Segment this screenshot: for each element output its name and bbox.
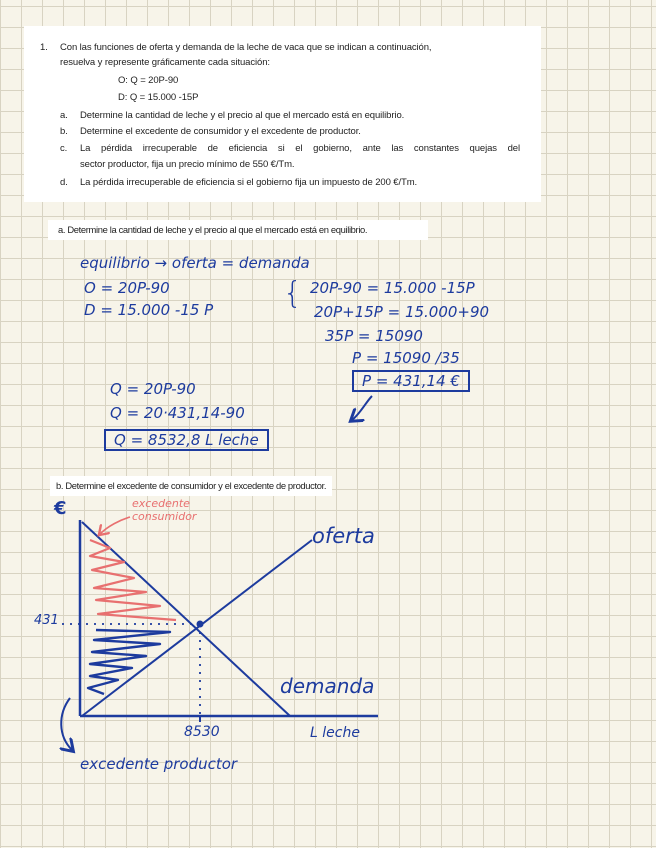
problem-number: 1. <box>40 42 48 53</box>
item-text-continued: sector productor, fija un precio mínimo de 550 €/Tm. <box>80 159 295 170</box>
hw-step-4: P = 15090 /35 <box>352 349 460 367</box>
graph-quantity-tick: 8530 <box>184 724 220 740</box>
item-text: Determine el excedente de consumidor y el excedente de productor. <box>80 126 361 137</box>
section-a-caption: a. Determine la cantidad de leche y el precio al que el mercado está en equilibrio. <box>58 224 368 235</box>
hw-arrow-price-to-quantity <box>352 396 372 420</box>
hw-step-3: 35P = 15090 <box>325 327 423 345</box>
item-text: Determine la cantidad de leche y el precio al que el mercado está en equilibrio. <box>80 110 405 121</box>
graph-consumer-surplus-label-1: excedente <box>132 497 190 510</box>
graph-x-axis-label: L leche <box>310 725 360 741</box>
hw-step-2: 20P+15P = 15.000+90 <box>314 303 490 321</box>
graph-producer-surplus-label: excedente productor <box>80 755 238 773</box>
hw-q-substitution: Q = 20·431,14-90 <box>110 404 245 422</box>
graph-equilibrium-point <box>197 621 204 628</box>
graph-price-tick: 431 <box>34 613 59 628</box>
item-text: La pérdida irrecuperable de eficiencia si el gobierno, ante las constantes quejas del <box>80 143 520 154</box>
graph-supply-label: oferta <box>312 524 375 548</box>
graph-supply-curve <box>82 540 312 716</box>
graph-demand-curve <box>82 522 290 716</box>
item-letter: d. <box>60 177 68 188</box>
item-text: La pérdida irrecuperable de eficiencia si el gobierno fija un impuesto de 200 €/Tm. <box>80 177 418 188</box>
consumer-surplus-arrow <box>100 517 130 534</box>
hw-offer-eq: O = 20P-90 <box>84 279 170 297</box>
item-letter: a. <box>60 110 68 121</box>
hw-step-1: 20P-90 = 15.000 -15P <box>310 279 475 297</box>
demand-equation: D: Q = 15.000 -15P <box>118 92 199 103</box>
hw-q-formula: Q = 20P-90 <box>110 380 196 398</box>
graph-consumer-surplus-scribble <box>90 540 176 620</box>
offer-equation: O: Q = 20P-90 <box>118 75 179 86</box>
graph-producer-surplus-scribble <box>88 630 170 694</box>
item-letter: c. <box>60 143 68 154</box>
item-letter: b. <box>60 126 68 137</box>
hw-price-result: P = 431,14 € <box>352 370 470 392</box>
graph-consumer-surplus-label-2: consumidor <box>132 510 197 523</box>
hw-system-brace: { <box>283 276 303 311</box>
hw-demand-eq: D = 15.000 -15 P <box>84 301 214 319</box>
hw-quantity-result: Q = 8532,8 L leche <box>104 429 269 451</box>
problem-intro-line2: resuelva y represente gráficamente cada situación: <box>60 57 270 68</box>
problem-intro-line1: Con las funciones de oferta y demanda de la leche de vaca que se indican a continuación, <box>60 42 432 53</box>
section-b-caption: b. Determine el excedente de consumidor y el excedente de productor. <box>56 480 327 491</box>
graph-demand-label: demanda <box>280 674 375 698</box>
hw-equilibrium-title: equilibrio → oferta = demanda <box>80 254 310 272</box>
producer-surplus-arrow <box>61 698 72 750</box>
graph-y-axis-label: € <box>54 498 67 519</box>
